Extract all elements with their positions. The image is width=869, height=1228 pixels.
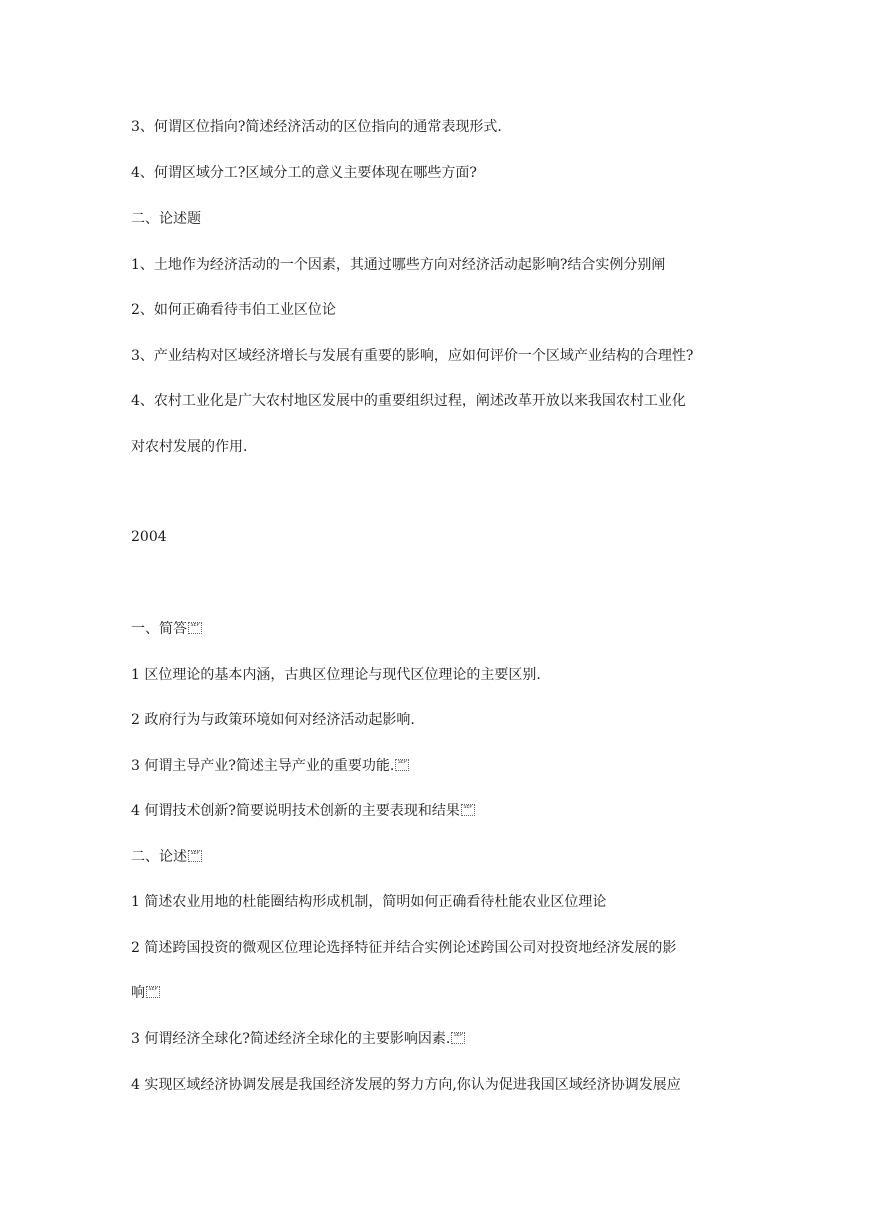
section-heading: 二、论述 SEP <box>131 847 202 867</box>
text-line: 1 区位理论的基本内涵，古典区位理论与现代区位理论的主要区别. <box>131 667 541 683</box>
section-heading: 二、论述题 <box>131 211 201 227</box>
section-heading: 一、简答 SEP <box>131 619 202 639</box>
text-line: 2 简述跨国投资的微观区位理论选择特征并结合实例论述跨国公司对投资地经济发展的影 <box>131 940 677 956</box>
sep-glyph-icon: SEP <box>461 804 475 816</box>
text-line: 响 SEP <box>131 983 160 1003</box>
text-line: 对农村发展的作用. <box>131 439 248 455</box>
text-line: 3 何谓主导产业?简述主导产业的重要功能. SEP <box>131 756 409 776</box>
text-line: 2、如何正确看待韦伯工业区位论 <box>131 302 336 318</box>
sep-glyph-icon: SEP <box>451 1032 465 1044</box>
text-line: 3 何谓经济全球化?简述经济全球化的主要影响因素. SEP <box>131 1029 465 1049</box>
sep-glyph-icon: SEP <box>188 622 202 634</box>
sep-glyph-icon: SEP <box>395 759 409 771</box>
text-line: 1、土地作为经济活动的一个因素，其通过哪些方向对经济活动起影响?结合实例分别阐 <box>131 257 666 273</box>
text-line: 4、何谓区域分工?区域分工的意义主要体现在哪些方面? <box>131 165 477 181</box>
sep-glyph-icon: SEP <box>188 850 202 862</box>
year-heading: 2004 <box>131 529 167 545</box>
text-line: 3、产业结构对区域经济增长与发展有重要的影响，应如何评价一个区域产业结构的合理性? <box>131 348 694 364</box>
text-line: 1 简述农业用地的杜能圈结构形成机制，简明如何正确看待杜能农业区位理论 <box>131 894 607 910</box>
sep-glyph-icon: SEP <box>146 986 160 998</box>
text-line: 4、农村工业化是广大农村地区发展中的重要组织过程，阐述改革开放以来我国农村工业化 <box>131 393 686 409</box>
text-line: 4 实现区域经济协调发展是我国经济发展的努力方向,你认为促进我国区域经济协调发展应 <box>131 1077 681 1093</box>
text-line: 3、何谓区位指向?简述经济活动的区位指向的通常表现形式. <box>131 119 502 135</box>
text-line: 2 政府行为与政策环境如何对经济活动起影响. <box>131 712 415 728</box>
text-line: 4 何谓技术创新?简要说明技术创新的主要表现和结果 SEP <box>131 801 475 821</box>
